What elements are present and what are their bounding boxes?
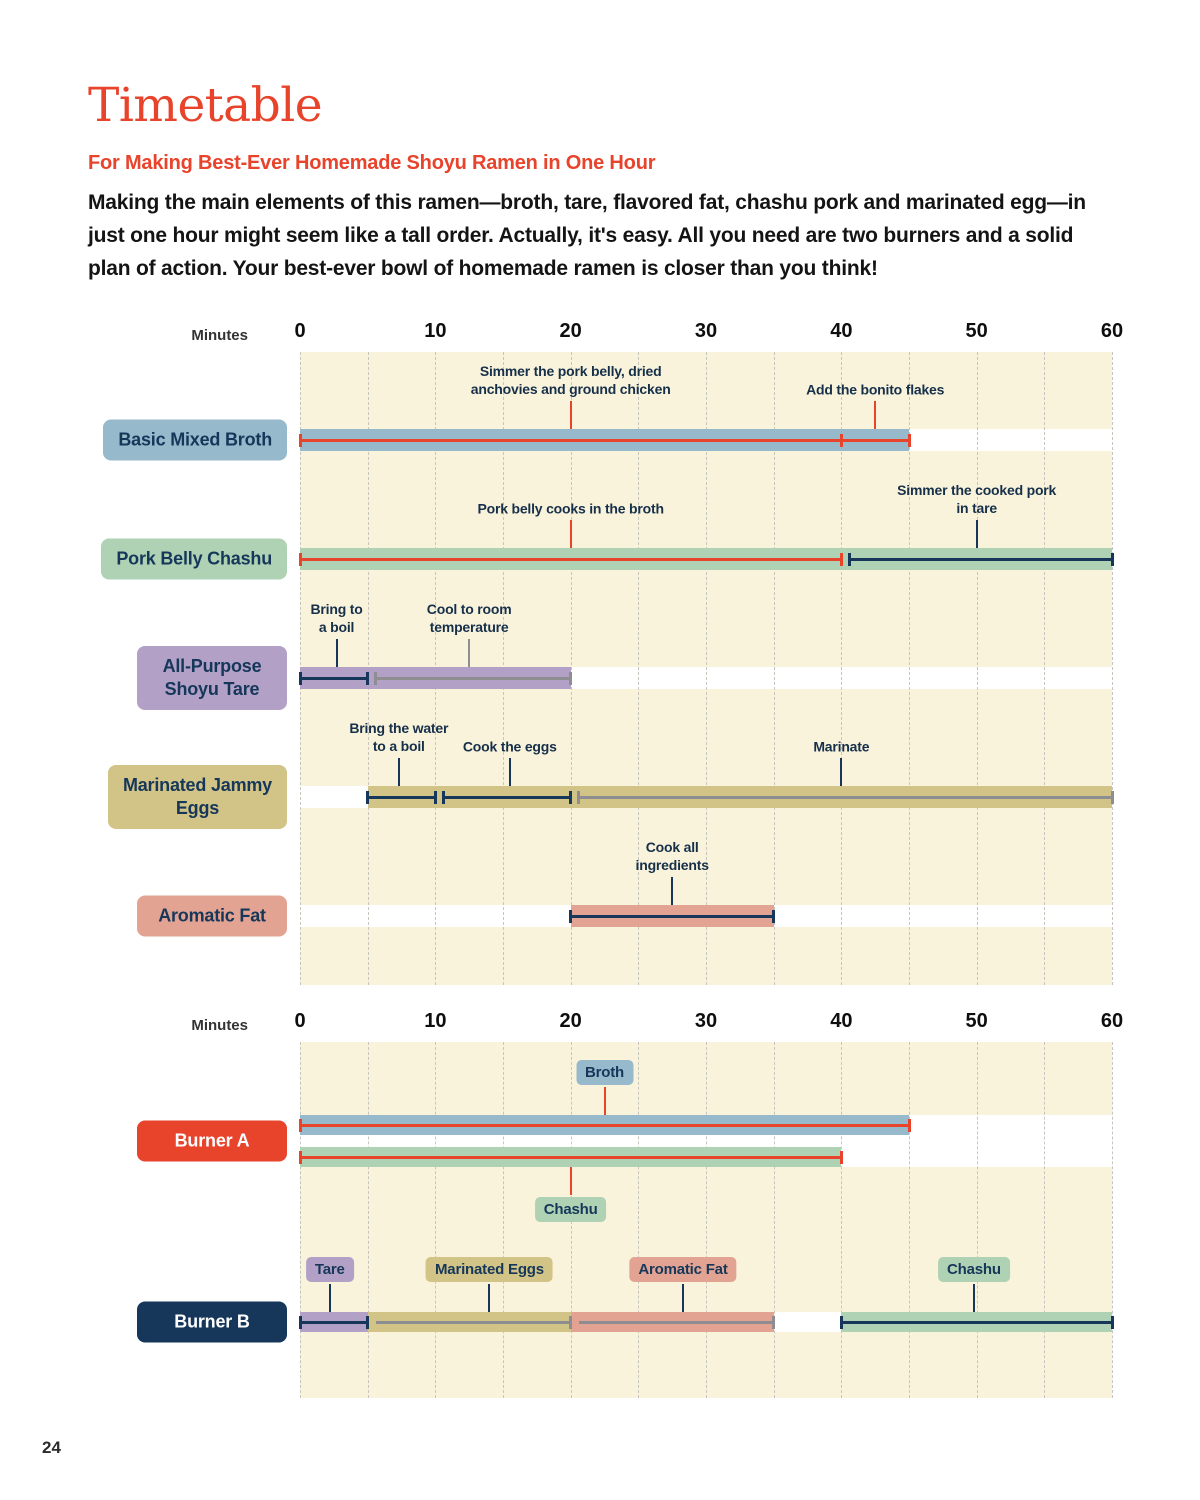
task-line-tick [569,910,572,923]
row-label: Pork Belly Chashu [101,538,287,579]
leader-line [398,758,400,786]
task-line [443,796,570,799]
annotation: Cook all ingredients [635,839,709,874]
grid-line [774,1042,775,1398]
grid-line [1112,352,1113,985]
axis-tick-label: 50 [965,320,988,342]
annotation: Pork belly cooks in the broth [477,500,664,517]
leader-line [468,639,470,667]
row-label: All-Purpose Shoyu Tare [137,646,287,710]
annotation: Marinate [813,738,870,755]
row-label: Basic Mixed Broth [103,419,287,460]
row-label: Aromatic Fat [137,895,287,936]
grid-line [1044,1042,1045,1398]
leader-line [874,401,876,429]
task-line [300,1321,368,1324]
task-line-tick [366,791,369,804]
task-line [368,796,436,799]
leader-line [570,401,572,429]
leader-line [671,877,673,905]
task-line-tick [1111,553,1114,566]
task-line-tick [848,553,851,566]
task-line-tick [299,672,302,685]
task-line [300,1156,841,1159]
leader-line [570,1167,572,1195]
ingredient-gantt-chart [0,305,1200,995]
task-line-tick [299,553,302,566]
leader-line [488,1284,490,1312]
task-line-tick [366,672,369,685]
annotation-chip: Aromatic Fat [629,1257,736,1282]
leader-line [570,520,572,548]
page-subtitle: For Making Best-Ever Homemade Shoyu Ramen in One Hour [88,152,656,174]
task-line [849,558,1112,561]
task-line [571,915,774,918]
task-line-tick [908,434,911,447]
grid-line [1112,1042,1113,1398]
task-line-tick [772,1316,775,1329]
annotation: Bring the water to a boil [349,720,449,755]
annotation-chip: Tare [306,1257,354,1282]
intro-paragraph: Making the main elements of this ramen—broth, tare, flavored fat, chashu pork and marinated egg—in just one hour might seem like a tall order. Actually, it's easy. All you need are two burners and a solid plan of action. Your best-ever bowl of homemade ramen is closer than you think! [88,191,1086,281]
task-line [376,1321,571,1324]
axis-minutes-label: Minutes [191,327,248,344]
annotation: Add the bonito flakes [806,381,945,398]
page-number: 24 [42,1438,61,1457]
axis-tick-label: 10 [424,1010,447,1032]
leader-line [840,758,842,786]
task-line [579,1321,774,1324]
leader-line [973,1284,975,1312]
leader-line [604,1087,606,1115]
task-line [376,677,571,680]
task-line-tick [840,434,843,447]
leader-line [509,758,511,786]
grid-line [841,1042,842,1398]
axis-minutes-label: Minutes [191,1017,248,1034]
grid-line [909,1042,910,1398]
grid-line [1044,352,1045,985]
leader-line [329,1284,331,1312]
task-line-tick [840,1316,843,1329]
axis-tick-label: 40 [830,1010,853,1032]
task-line-tick [908,1119,911,1132]
grid-line [706,1042,707,1398]
task-line-tick [772,910,775,923]
task-line [841,1321,1112,1324]
row-label: Burner B [137,1301,287,1342]
grid-line [435,1042,436,1398]
task-line-tick [299,1119,302,1132]
annotation: Cool to room temperature [426,601,512,636]
annotation-chip: Chashu [938,1257,1010,1282]
axis-tick-label: 20 [559,320,582,342]
task-line-tick [840,1151,843,1164]
task-line-tick [299,1151,302,1164]
task-line-tick [840,553,843,566]
grid-line [977,352,978,985]
burner-gantt-chart [0,995,1200,1415]
task-line-tick [1111,1316,1114,1329]
axis-tick-label: 60 [1100,320,1124,342]
task-line-tick [434,791,437,804]
leader-line [336,639,338,667]
grid-line [368,1042,369,1398]
task-line-tick [442,791,445,804]
axis-tick-label: 50 [965,1010,988,1032]
row-label: Marinated Jammy Eggs [108,765,287,829]
task-line-tick [299,1316,302,1329]
annotation-chip: Marinated Eggs [426,1257,553,1282]
grid-line [503,1042,504,1398]
axis-tick-label: 40 [830,320,853,342]
grid-line [977,1042,978,1398]
axis-tick-label: 10 [424,320,447,342]
task-line [579,796,1112,799]
page-title: Timetable [88,78,323,133]
axis-tick-label: 60 [1100,1010,1124,1032]
task-line-tick [577,791,580,804]
annotation: Bring to a boil [310,601,363,636]
annotation: Cook the eggs [462,738,557,755]
task-line-tick [1111,791,1114,804]
task-line-tick [569,791,572,804]
axis-tick-label: 30 [694,320,718,342]
axis-tick-label: 20 [559,1010,582,1032]
grid-line [909,352,910,985]
axis-tick-label: 0 [294,320,306,342]
leader-line [682,1284,684,1312]
task-line-tick [366,1316,369,1329]
task-line-tick [374,672,377,685]
annotation: Simmer the pork belly, dried anchovies and ground chicken [470,363,671,398]
grid-line [300,1042,301,1398]
task-line [300,677,368,680]
annotation-chip: Chashu [535,1197,607,1222]
task-line-tick [569,1316,572,1329]
grid-line [638,1042,639,1398]
task-line-tick [299,434,302,447]
task-line [300,1124,909,1127]
annotation: Simmer the cooked pork in tare [897,482,1057,517]
annotation-chip: Broth [576,1060,633,1085]
task-line-tick [569,672,572,685]
axis-tick-label: 30 [694,1010,718,1032]
row-label: Burner A [137,1120,287,1161]
axis-tick-label: 0 [294,1010,306,1032]
task-line [300,558,841,561]
leader-line [976,520,978,548]
task-line [300,439,909,442]
